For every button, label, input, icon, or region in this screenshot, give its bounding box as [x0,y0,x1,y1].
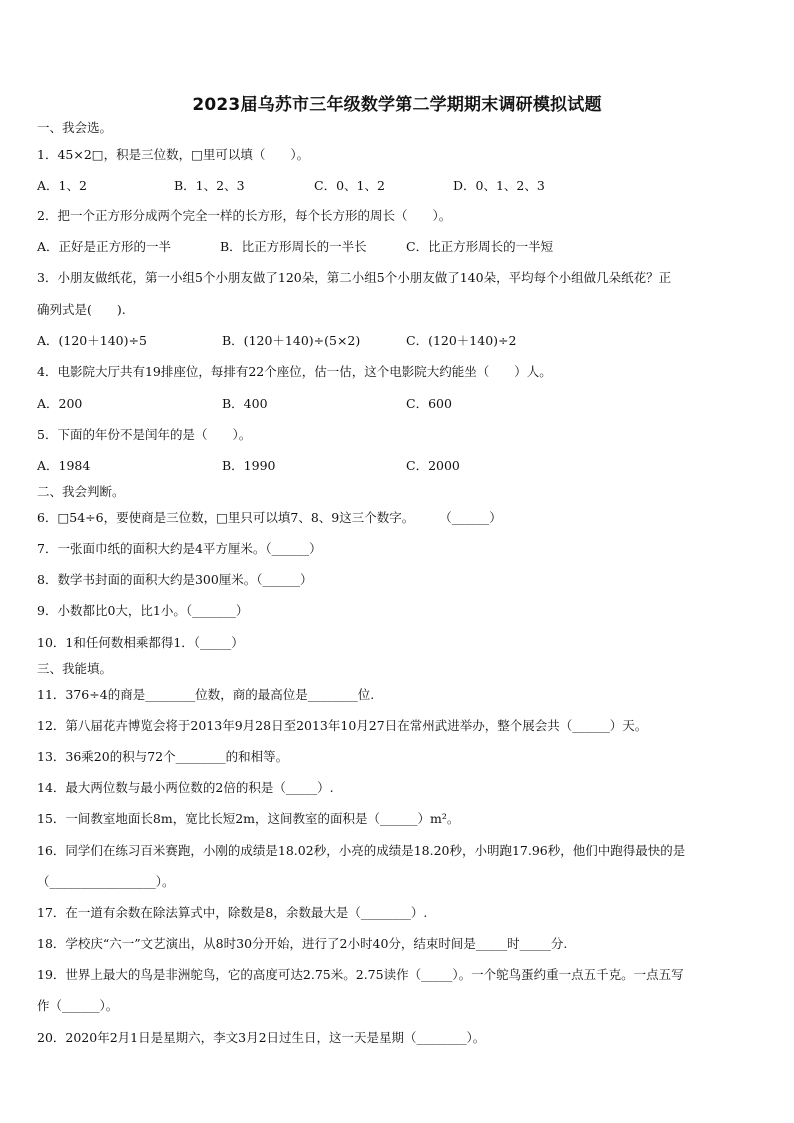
question-19-line-1: 19．世界上最大的鸟是非洲鸵鸟，它的高度可达2.75米。2.75读作（_____）。一个鸵鸟蛋约重一点五千克。一点五写 [37,967,684,982]
option-b: B．400 [222,396,268,411]
question-3-line-1: 3．小朋友做纸花，第一小组5个小朋友做了120朵，第二小组5个小朋友做了140朵，平均每个小组做几朵纸花？正 [37,270,672,285]
section-heading-fill: 三、我能填。 [37,661,113,676]
option-d: D．0、1、2、3 [453,178,545,193]
option-b: B．1990 [222,458,276,473]
question-9: 9．小数都比0大，比1小。（_______） [37,603,249,618]
option-a: A．正好是正方形的一半 [37,239,172,254]
question-16-line-1: 16．同学们在练习百米赛跑，小刚的成绩是18.02秒，小亮的成绩是18.20秒，小明跑17.96秒，他们中跑得最快的是 [37,843,686,858]
option-b: B．(120＋140)÷(5×2) [222,333,361,348]
question-19-line-2: 作（______）。 [37,998,119,1013]
option-c: C．比正方形周长的一半短 [406,239,554,254]
question-10: 10．1和任何数相乘都得1．（_____） [37,635,244,650]
option-a: A．(120＋140)÷5 [37,333,147,348]
question-2: 2．把一个正方形分成两个完全一样的长方形，每个长方形的周长（ ）。 [37,208,452,223]
question-4: 4．电影院大厅共有19排座位，每排有22个座位，估一估，这个电影院大约能坐（ ）人。 [37,364,552,379]
option-c: C．0、1、2 [314,178,385,193]
question-5: 5．下面的年份不是闰年的是（ ）。 [37,427,252,442]
question-11: 11．376÷4的商是________位数，商的最高位是________位. [37,687,375,702]
option-a: A．200 [37,396,83,411]
question-1: 1．45×2□，积是三位数，□里可以填（ ）。 [37,147,310,162]
question-18: 18．学校庆“六一”文艺演出，从8时30分开始，进行了2小时40分，结束时间是_____时_____分. [37,936,568,951]
page-title: 2023届乌苏市三年级数学第二学期期末调研模拟试题 [192,95,602,115]
question-7: 7．一张面巾纸的面积大约是4平方厘米。（______） [37,541,322,556]
option-b: B．1、2、3 [174,178,245,193]
question-6: 6．□54÷6，要使商是三位数，□里只可以填7、8、9这三个数字。 （______） [37,510,502,525]
question-20: 20．2020年2月1日是星期六，李文3月2日过生日，这一天是星期（________）。 [37,1030,486,1045]
question-16-line-2: （_________________）。 [37,874,175,889]
section-heading-judge: 二、我会判断。 [37,484,125,499]
question-8: 8．数学书封面的面积大约是300厘米。（______） [37,572,313,587]
option-b: B．比正方形周长的一半长 [220,239,367,254]
option-c: C．(120＋140)÷2 [406,333,517,348]
section-heading-choose: 一、我会选。 [37,120,113,135]
question-15: 15．一间教室地面长8m，宽比长短2m，这间教室的面积是（______）m²。 [37,811,460,826]
question-3-line-2: 确列式是( ). [37,302,126,317]
question-12: 12．第八届花卉博览会将于2013年9月28日至2013年10月27日在常州武进举办，整个展会共（______）天。 [37,718,648,733]
question-14: 14．最大两位数与最小两位数的2倍的积是（_____）. [37,780,334,795]
option-c: C．2000 [406,458,460,473]
option-a: A．1、2 [37,178,87,193]
question-13: 13．36乘20的积与72个________的和相等。 [37,749,289,764]
option-a: A．1984 [37,458,91,473]
option-c: C．600 [406,396,452,411]
question-17: 17．在一道有余数在除法算式中，除数是8，余数最大是（________）. [37,905,428,920]
